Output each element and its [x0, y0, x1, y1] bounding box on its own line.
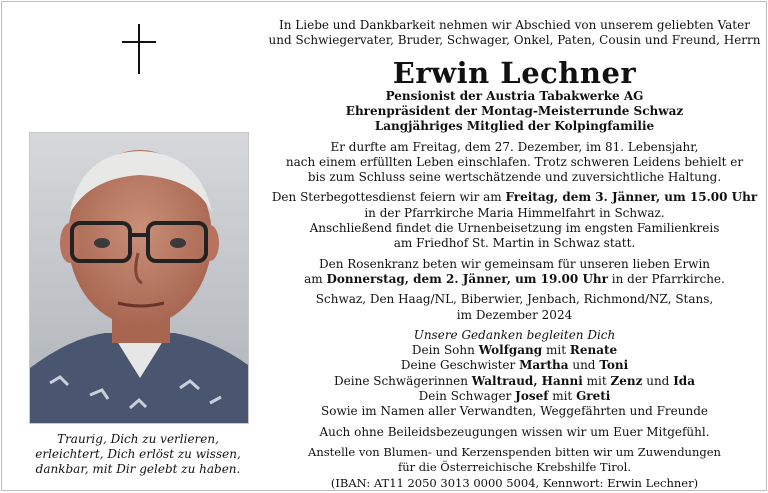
- donation-line: (IBAN: AT11 2050 3013 0000 5004, Kennwort: Erwin Lechner): [330, 475, 699, 490]
- roles: [267, 89, 762, 134]
- role-line: Langjähriges Mitglied der Kolpingfamilie: [374, 118, 655, 133]
- death-line: nach einem erfüllten Leben einschlafen. Trotz schweren Leidens behielt er: [285, 154, 744, 169]
- quote-block: [22, 432, 254, 477]
- service-line: in der Pfarrkirche Maria Himmelfahrt in Schwaz.: [364, 205, 665, 220]
- rosary-line: Den Rosenkranz beten wir gemeinsam für unseren lieben Erwin: [318, 256, 711, 271]
- rosary-prefix: am: [304, 271, 327, 286]
- obituary-notice: [1, 1, 767, 491]
- place-line: im Dezember 2024: [456, 307, 573, 322]
- donation-line: Anstelle von Blumen- und Kerzenspenden bitten wir um Zuwendungen: [308, 444, 721, 459]
- death-line: Er durfte am Freitag, dem 27. Dezember, im 81. Lebensjahr,: [330, 139, 699, 154]
- family-son: Dein Sohn Wolfgang mit Renate: [411, 343, 618, 358]
- place-line: Schwaz, Den Haag/NL, Biberwier, Jenbach, Richmond/NZ, Stans,: [315, 292, 714, 307]
- thanks-line: Auch ohne Beileidsbezeugungen wissen wir um Euer Mitgefühl.: [319, 424, 710, 439]
- role-line: Ehrenpräsident der Montag-Meisterrunde Schwaz: [345, 103, 684, 118]
- cross-icon: [122, 24, 156, 74]
- rosary-line: [267, 272, 762, 287]
- deceased-name: Erwin Lechner: [392, 55, 637, 90]
- family-brother-in-law: Dein Schwager Josef mit Greti: [418, 389, 611, 404]
- rosary-date: Donnerstag, dem 2. Jänner, um 19.00 Uhr: [326, 271, 608, 286]
- service-line: Anschließend findet die Urnenbeisetzung im engsten Familienkreis: [309, 221, 720, 236]
- quote-line: erleichtert, Dich erlöst zu wissen,: [35, 447, 241, 461]
- family-siblings: Deine Geschwister Martha und Toni: [400, 358, 629, 373]
- main-text: [267, 18, 762, 491]
- donation-line: für die Österreichische Krebshilfe Tirol.: [397, 460, 632, 475]
- family-others: Sowie im Namen aller Verwandten, Weggefährten und Freunde: [321, 404, 708, 419]
- service-line: [267, 190, 762, 205]
- service-prefix: Den Sterbegottesdienst feiern wir am: [271, 190, 506, 205]
- intro-line: In Liebe und Dankbarkeit nehmen wir Abschied von unserem geliebten Vater: [279, 18, 750, 32]
- quote-line: dankbar, mit Dir gelebt zu haben.: [35, 462, 241, 476]
- rosary-suffix: in der Pfarrkirche.: [607, 271, 725, 286]
- service-line: am Friedhof St. Martin in Schwaz statt.: [393, 236, 636, 251]
- family-sisters-in-law: Deine Schwägerinnen Waltraud, Hanni mit Zenz und Ida: [334, 373, 695, 388]
- service-date: Freitag, dem 3. Jänner, um 15.00 Uhr: [505, 190, 758, 205]
- quote-line: Traurig, Dich zu verlieren,: [57, 432, 219, 446]
- thoughts-heading: Unsere Gedanken begleiten Dich: [413, 327, 616, 342]
- death-line: bis zum Schluss seine wertschätzende und zuversichtliche Haltung.: [307, 170, 722, 185]
- intro-line: und Schwiegervater, Bruder, Schwager, Onkel, Paten, Cousin und Freund, Herrn: [268, 33, 761, 48]
- portrait-photo: [29, 132, 249, 424]
- role-line: Pensionist der Austria Tabakwerke AG: [385, 88, 644, 103]
